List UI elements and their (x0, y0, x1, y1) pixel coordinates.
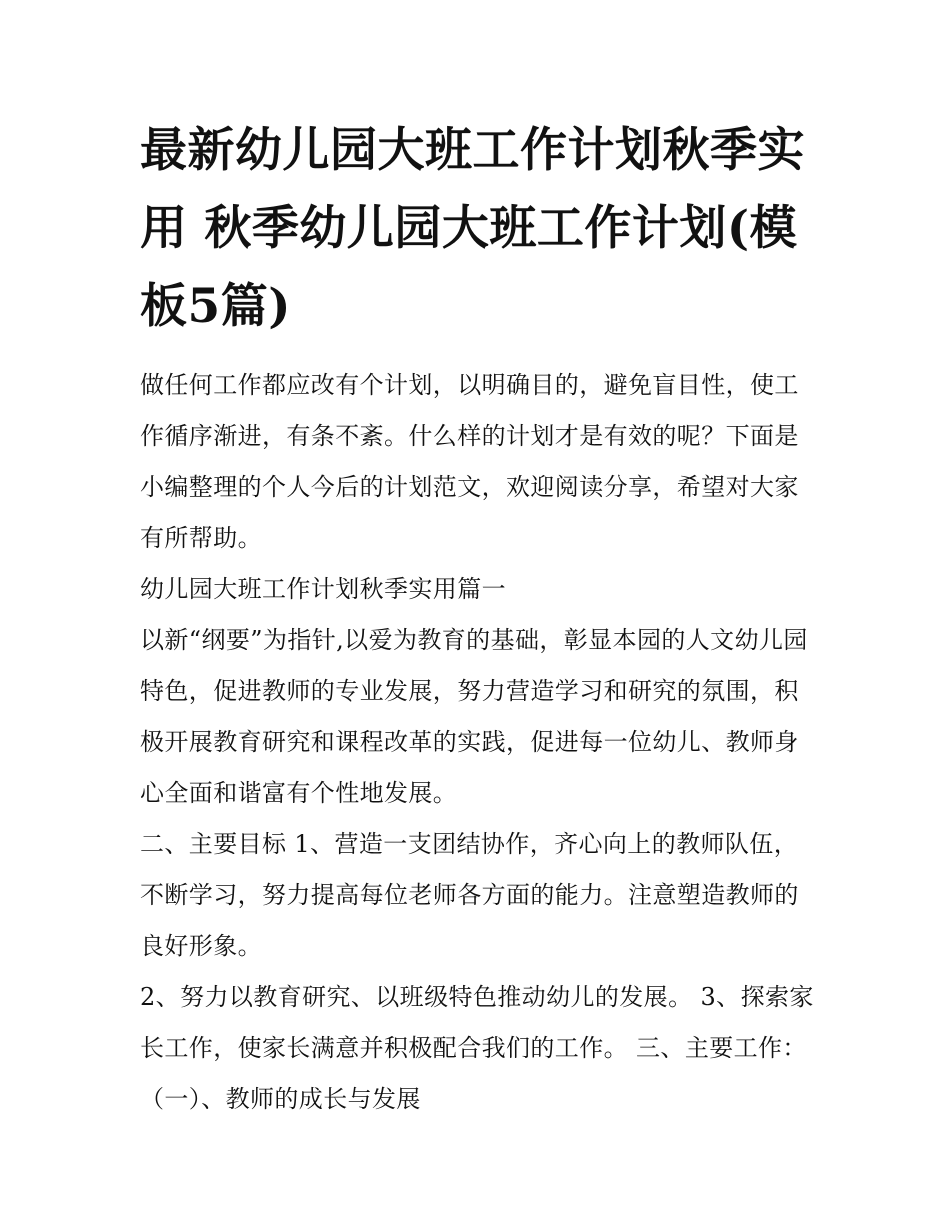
goals-paragraph: 二、主要目标 1、营造一支团结协作，齐心向上的教师队伍，不断学习，努力提高每位老师各方面的能力。注意塑造教师的良好形象。 (140, 830, 799, 960)
tasks-paragraph: 2、努力以教育研究、以班级特色推动幼儿的发展。 3、探索家长工作，使家长满意并积极配合我们的工作。 三、主要工作：（一）、教师的成长与发展 (140, 983, 814, 1113)
section-heading: 幼儿园大班工作计划秋季实用篇一 (140, 575, 506, 603)
document-page (140, 112, 815, 1125)
intro-paragraph: 做任何工作都应改有个计划，以明确目的，避免盲目性，使工作循序渐进，有条不紊。什么样的计划才是有效的呢？下面是小编整理的个人今后的计划范文，欢迎阅读分享，希望对大家有所帮助。 (140, 371, 799, 552)
body-paragraph: 以新“纲要”为指针,以爱为教育的基础，彰显本园的人文幼儿园特色，促进教师的专业发展，努力营造学习和研究的氛围，积极开展教育研究和课程改革的实践，促进每一位幼儿、教师身心全面和谐富有个性地发展。 (140, 626, 808, 807)
document-title: 最新幼儿园大班工作计划秋季实用 秋季幼儿园大班工作计划(模板5篇) (140, 123, 805, 334)
